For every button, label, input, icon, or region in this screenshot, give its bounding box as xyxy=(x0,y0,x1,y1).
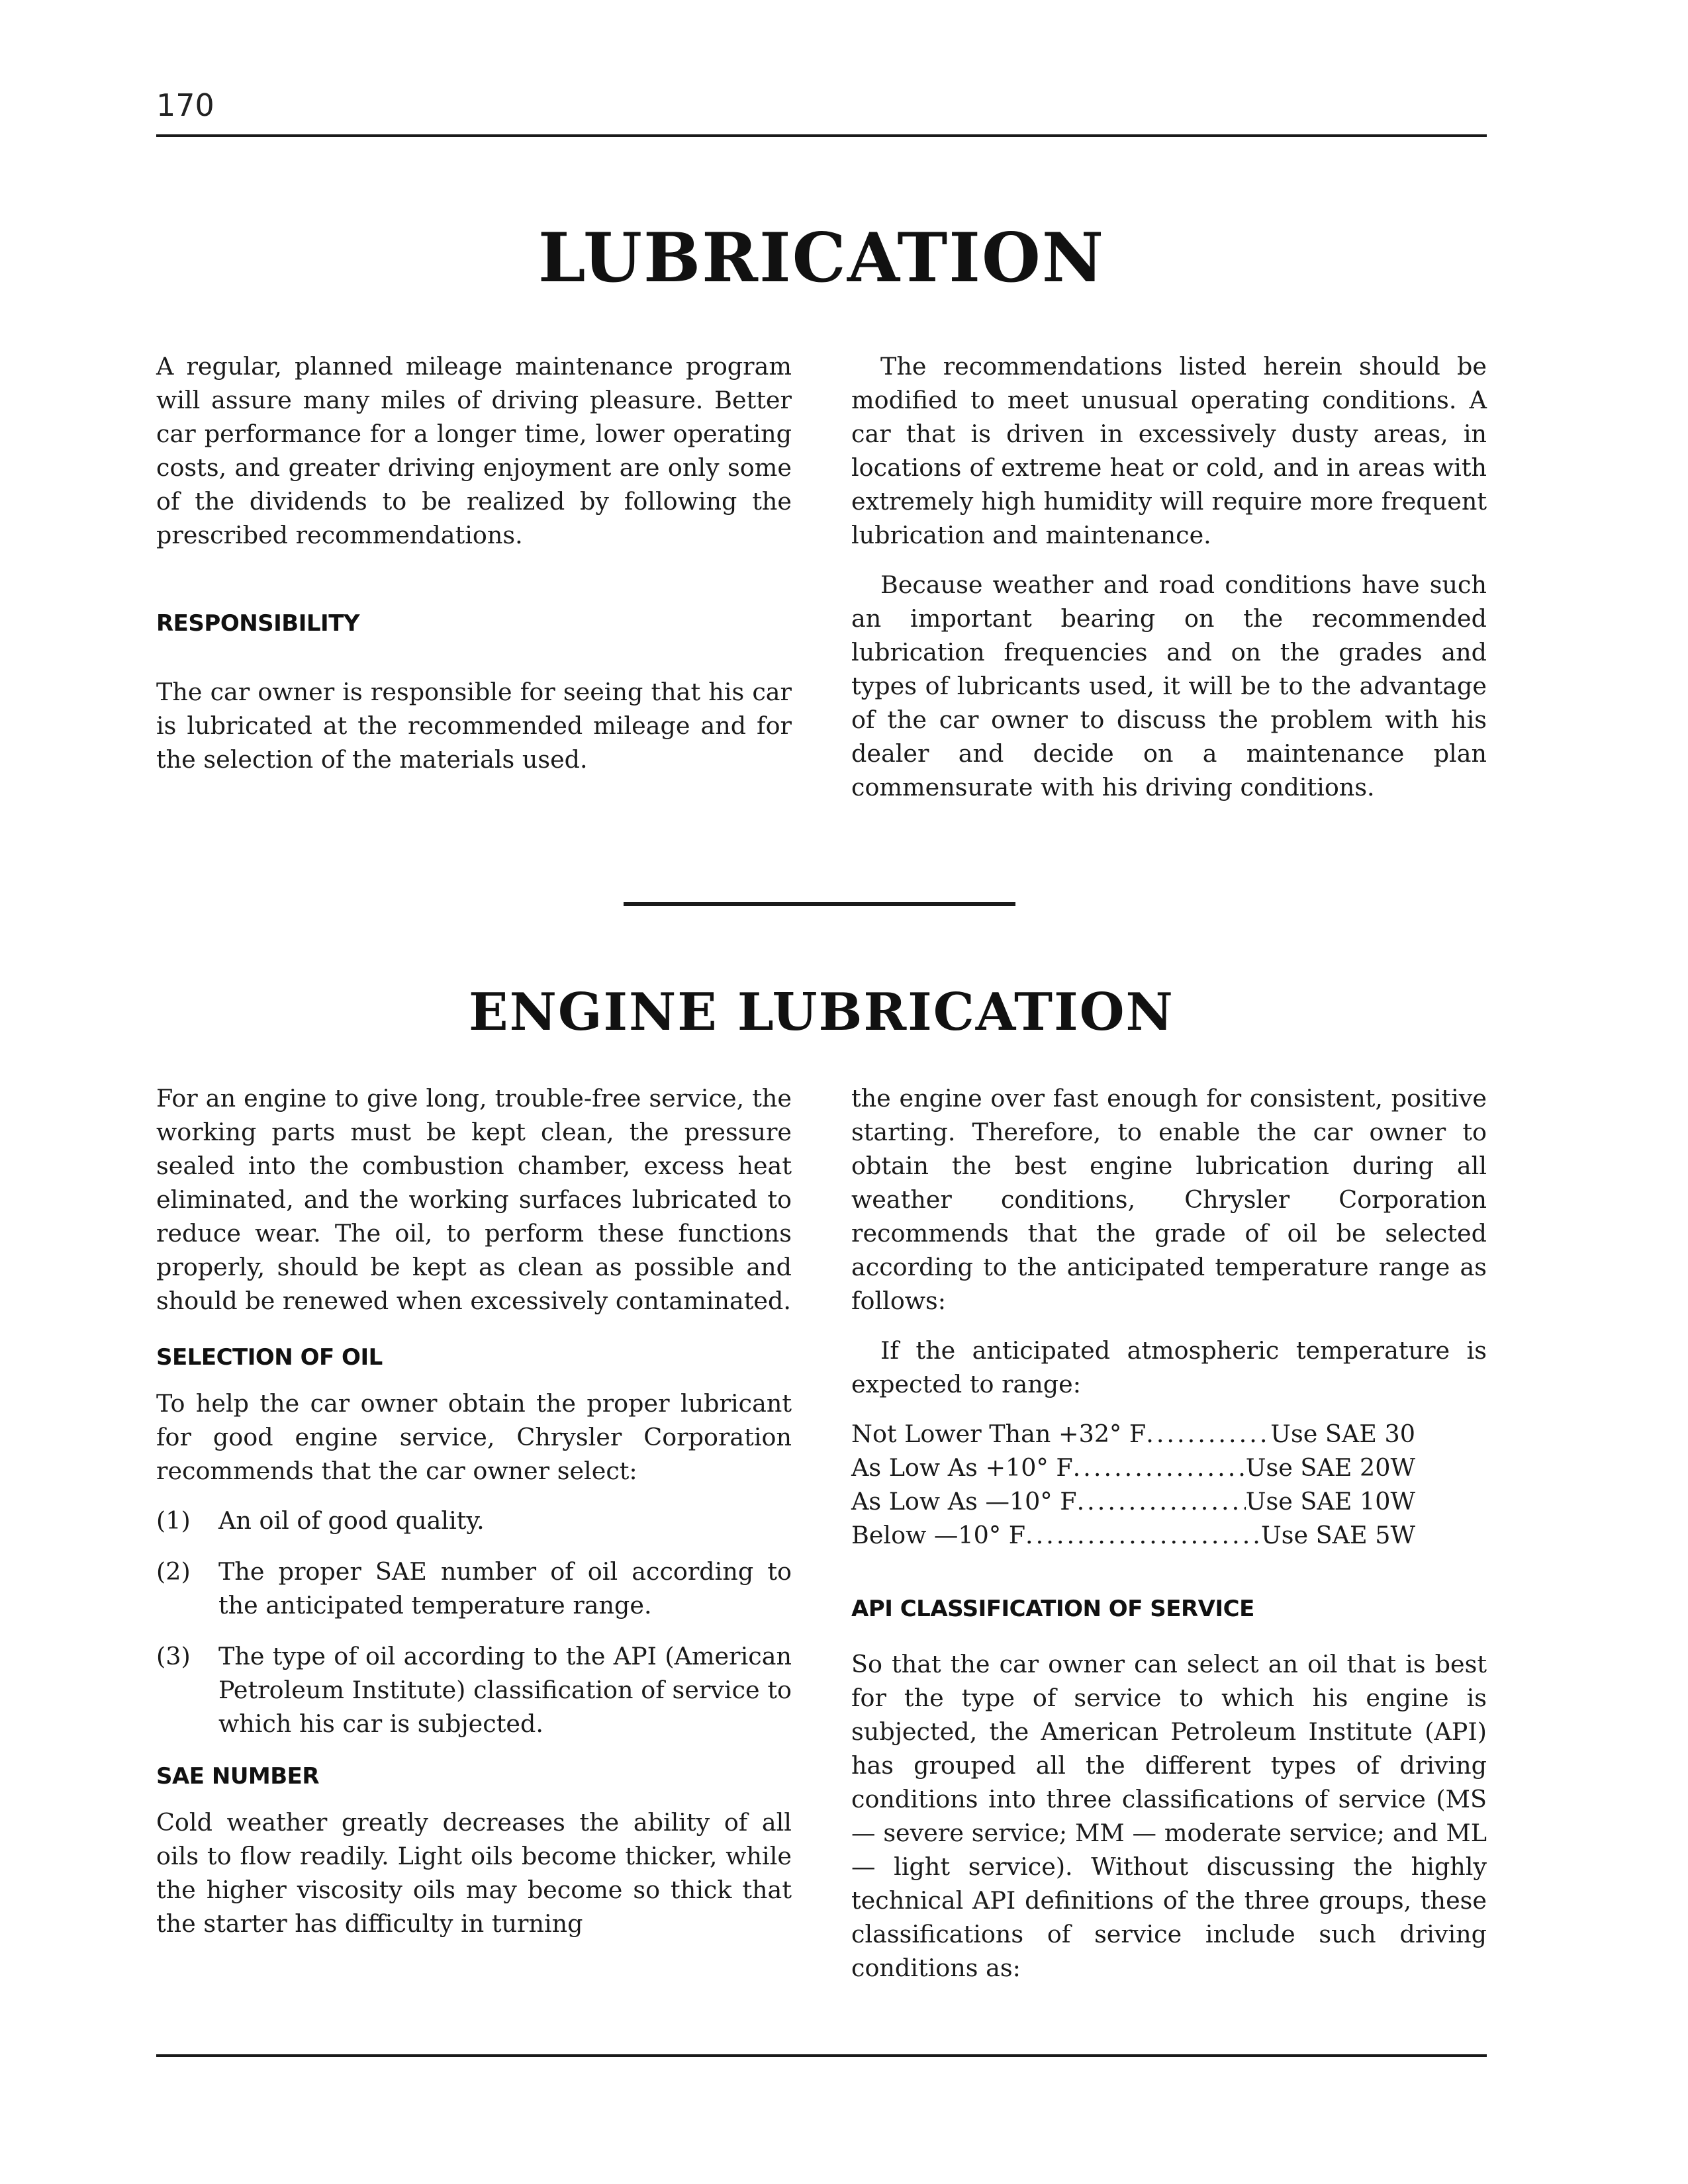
engine-lubrication-title: ENGINE LUBRICATION xyxy=(469,982,1174,1042)
responsibility-heading: RESPONSIBILITY xyxy=(156,610,360,637)
table-row: Below —10° F ..... Use SAE 5W xyxy=(851,1518,1487,1552)
temperature-intro: If the anticipated atmospheric temperature is expected to range: xyxy=(851,1336,1487,1398)
api-classification-heading: API CLASSIFICATION OF SERVICE xyxy=(851,1596,1254,1622)
table-row: Not Lower Than +32° F ..... Use SAE 30 xyxy=(851,1417,1487,1451)
selection-list xyxy=(156,1504,792,1741)
lubrication-right-column xyxy=(851,349,1487,820)
lubrication-intro: A regular, planned mileage maintenance program will assure many miles of driving pleasure. Better car performance for a longer time, lower operating costs, and greater driving enjoyment are only some of the dividends to be realized by following the prescribed recommendations. xyxy=(156,352,792,549)
lubrication-left-column xyxy=(156,349,792,792)
sae-text: Cold weather greatly decreases the ability of all oils to flow readily. Light oils become thicker, while the higher viscosity oils may become so thick that the starter has difficulty in turning xyxy=(156,1808,792,1938)
engine-right-column xyxy=(851,1081,1487,2001)
header-rule xyxy=(156,134,1487,137)
list-item: (2) The proper SAE number of oil according to the anticipated temperature range. xyxy=(156,1557,792,1619)
selection-of-oil-heading: SELECTION OF OIL xyxy=(156,1344,383,1371)
selection-text: To help the car owner obtain the proper lubricant for good engine service, Chrysler Corporation recommends that the car owner select: xyxy=(156,1389,792,1485)
list-item: (1) An oil of good quality. xyxy=(156,1506,485,1535)
engine-left-column xyxy=(156,1081,792,1956)
temperature-table xyxy=(851,1417,1487,1552)
table-row: As Low As —10° F ..... Use SAE 10W xyxy=(851,1484,1487,1518)
api-text: So that the car owner can select an oil that is best for the type of service to which his engine is subjected, the American Petroleum Institute (API) has grouped all the different types of driving conditions into three classifications of service (MS — severe service; MM — moderate service; and ML — light service). Without discussing the highly technical API definitions of the three groups, these classifications of service include such driving conditions as: xyxy=(851,1650,1487,1982)
sae-continued-text: the engine over fast enough for consistent, positive starting. Therefore, to enable the car owner to obtain the best engine lubrication during all weather conditions, Chrysler Corporation recommends that the grade of oil be selected according to the anticipated temperature range as follows: xyxy=(851,1084,1487,1315)
lubrication-title: LUBRICATION xyxy=(538,218,1105,298)
recommendations-text: The recommendations listed herein should be modified to meet unusual operating conditions. A car that is driven in excessively dusty areas, in locations of extreme heat or cold, and in areas with extremely high humidity will require more frequent lubrication and maintenance. xyxy=(851,352,1487,549)
page-number: 170 xyxy=(156,87,214,123)
sae-number-heading: SAE NUMBER xyxy=(156,1763,320,1790)
responsibility-text: The car owner is responsible for seeing that his car is lubricated at the recommended mileage and for the selection of the materials used. xyxy=(156,678,792,774)
table-row: As Low As +10° F ..... Use SAE 20W xyxy=(851,1451,1487,1484)
section-divider xyxy=(624,902,1015,906)
footer-rule xyxy=(156,2054,1487,2057)
engine-intro: For an engine to give long, trouble-free service, the working parts must be kept clean, the pressure sealed into the combustion chamber, excess heat eliminated, and the working surfaces lubricated to reduce wear. The oil, to perform these functions properly, should be kept as clean as possible and should be renewed when excessively contaminated. xyxy=(156,1084,792,1315)
list-item: (3) The type of oil according to the API (American Petroleum Institute) classification of service to which his car is subjected. xyxy=(156,1642,792,1738)
weather-text: Because weather and road conditions have such an important bearing on the recommended lubrication frequencies and on the grades and types of lubricants used, it will be to the advantage of the car owner to discuss the problem with his dealer and decide on a maintenance plan commensurate with his driving conditions. xyxy=(851,570,1487,801)
